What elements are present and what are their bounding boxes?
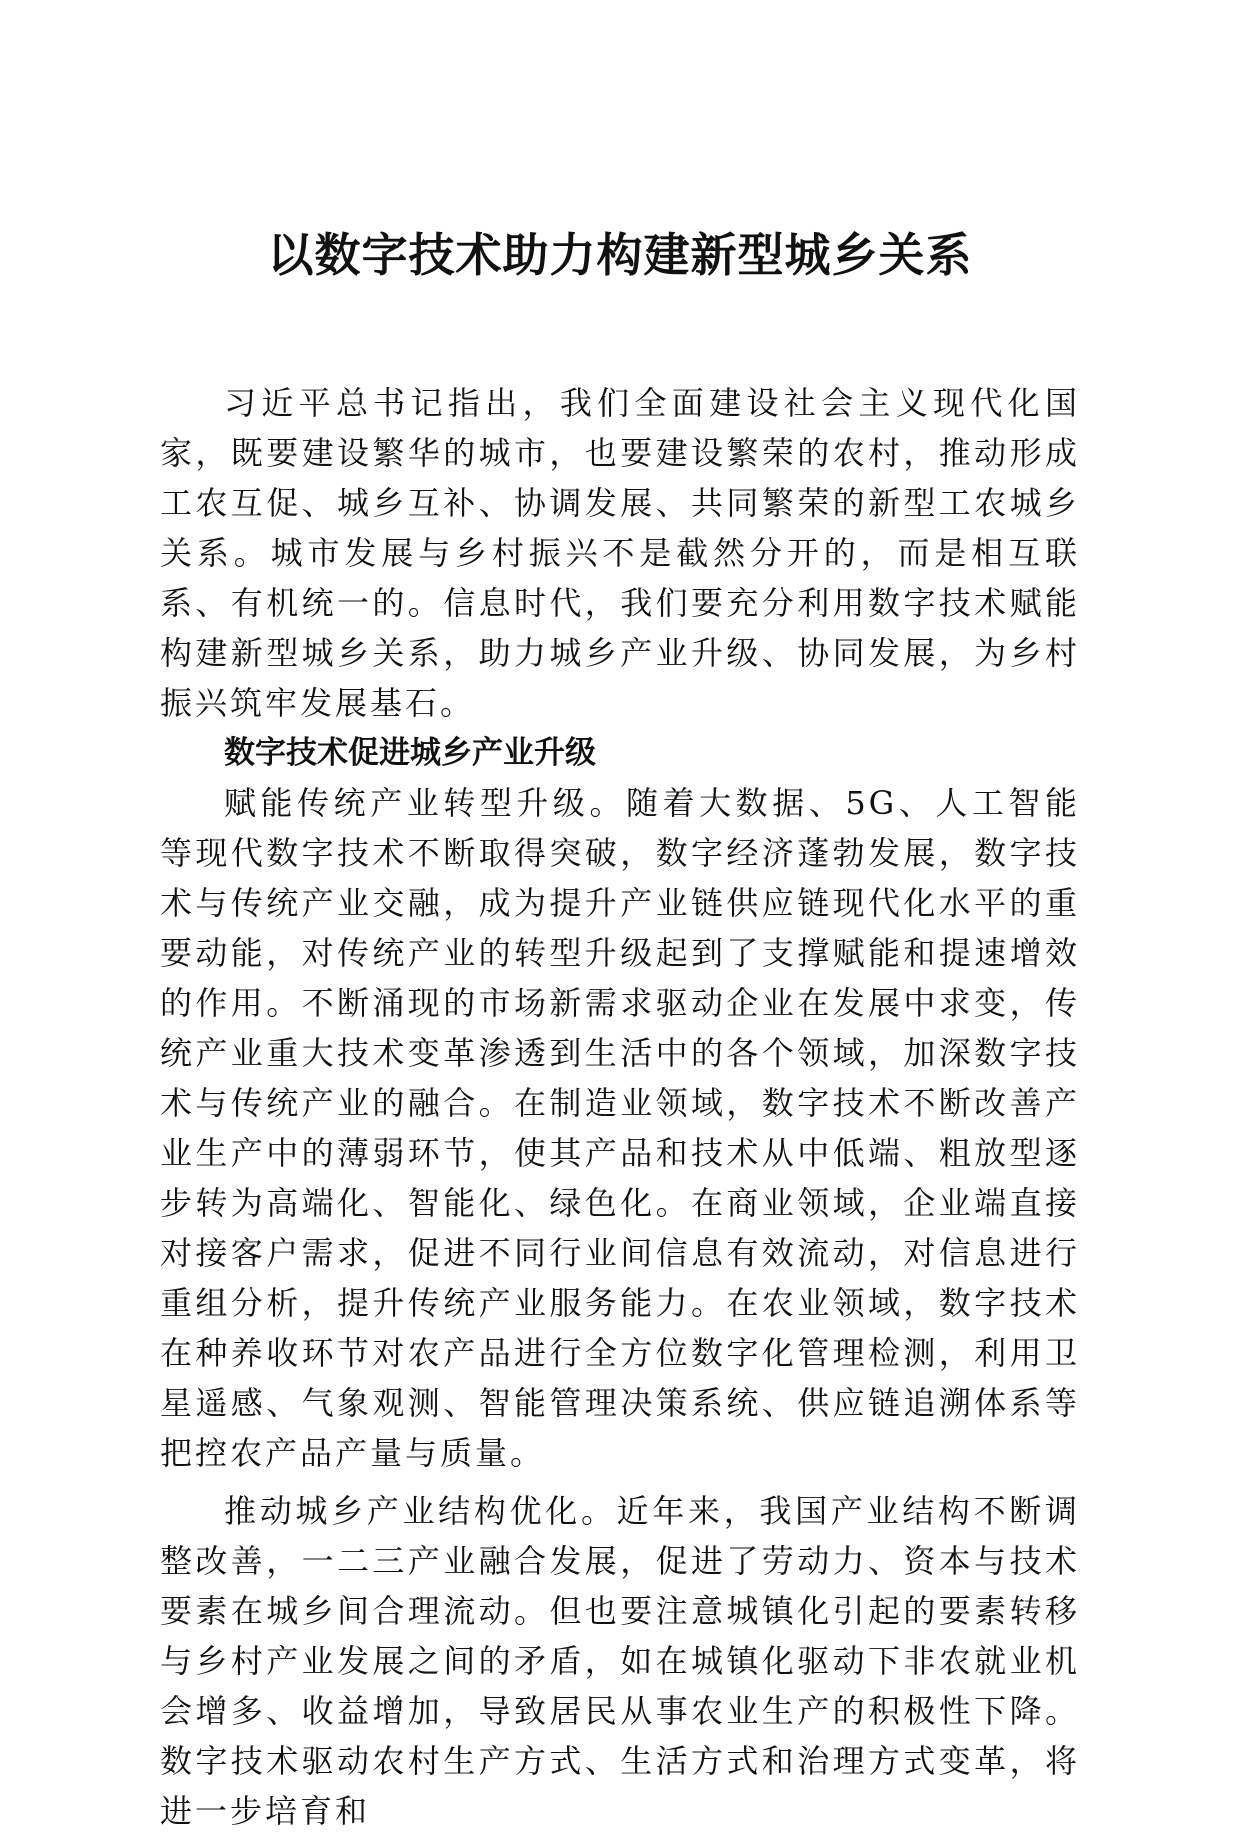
section-paragraph-2: 推动城乡产业结构优化。近年来，我国产业结构不断调整改善，一二三产业融合发展，促进了劳动力、资本与技术要素在城乡间合理流动。但也要注意城镇化引起的要素转移与乡村产业发展之间的矛盾，如在城镇化驱动下非农就业机会增多、收益增加，导致居民从事农业生产的积极性下降。数字技术驱动农村生产方式、生活方式和治理方式变革，将进一步培育和: [160, 1492, 1080, 1830]
document-body: [160, 378, 1080, 1836]
section-paragraph-1: 赋能传统产业转型升级。随着大数据、5G、人工智能等现代数字技术不断取得突破，数字经济蓬勃发展，数字技术与传统产业交融，成为提升产业链供应链现代化水平的重要动能，对传统产业的转型升级起到了支撑赋能和提速增效的作用。不断涌现的市场新需求驱动企业在发展中求变，传统产业重大技术变革渗透到生活中的各个领域，加深数字技术与传统产业的融合。在制造业领域，数字技术不断改善产业生产中的薄弱环节，使其产品和技术从中低端、粗放型逐步转为高端化、智能化、绿色化。在商业领域，企业端直接对接客户需求，促进不同行业间信息有效流动，对信息进行重组分析，提升传统产业服务能力。在农业领域，数字技术在种养收环节对农产品进行全方位数字化管理检测，利用卫星遥感、气象观测、智能管理决策系统、供应链追溯体系等把控农产品产量与质量。: [160, 784, 1080, 1472]
intro-paragraph: 习近平总书记指出，我们全面建设社会主义现代化国家，既要建设繁华的城市，也要建设繁荣的农村，推动形成工农互促、城乡互补、协调发展、共同繁荣的新型工农城乡关系。城市发展与乡村振兴不是截然分开的，而是相互联系、有机统一的。信息时代，我们要充分利用数字技术赋能构建新型城乡关系，助力城乡产业升级、协同发展，为乡村振兴筑牢发展基石。: [160, 384, 1080, 722]
document-title: 以数字技术助力构建新型城乡关系: [267, 228, 973, 282]
section-heading: 数字技术促进城乡产业升级: [224, 735, 596, 771]
